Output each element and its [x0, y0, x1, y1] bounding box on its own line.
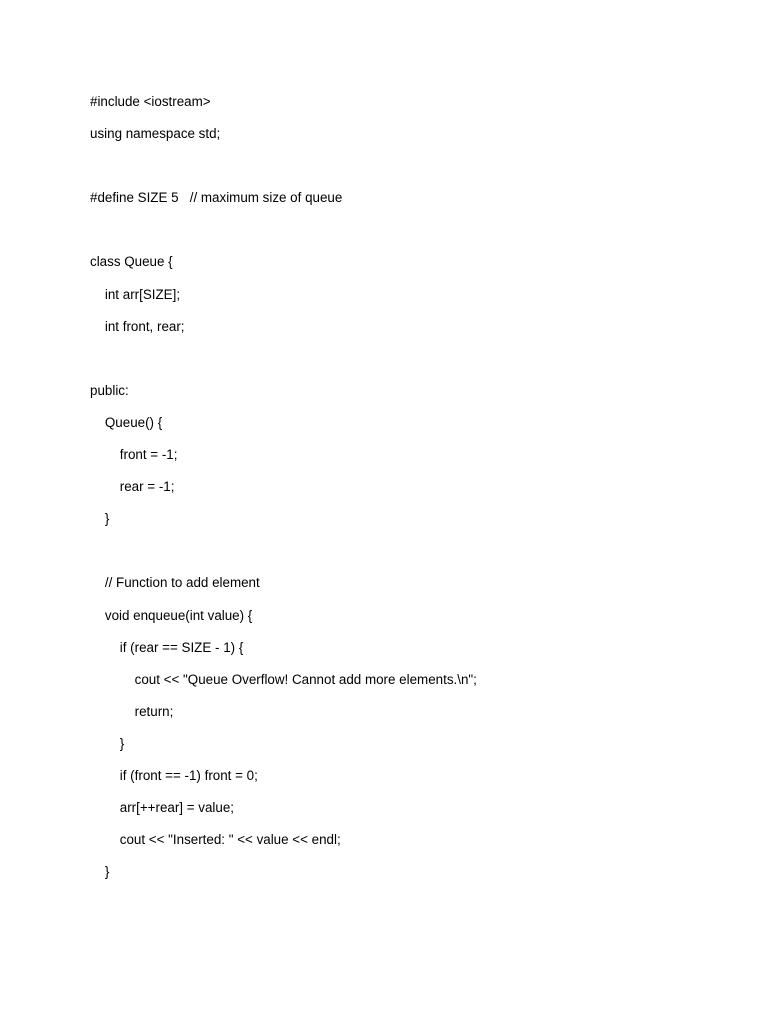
code-line — [90, 156, 477, 188]
code-line: cout << "Inserted: " << value << endl; — [90, 832, 341, 848]
code-line: class Queue { — [90, 254, 173, 270]
code-line: front = -1; — [90, 447, 178, 463]
code-line: if (front == -1) front = 0; — [90, 767, 258, 783]
code-line: using namespace std; — [90, 126, 221, 142]
code-line: } — [90, 864, 110, 880]
code-line: rear = -1; — [90, 479, 175, 495]
code-line: int arr[SIZE]; — [90, 286, 181, 302]
code-line: int front, rear; — [90, 318, 185, 334]
code-line: void enqueue(int value) { — [90, 607, 253, 623]
code-line: if (rear == SIZE - 1) { — [90, 639, 244, 655]
code-line: cout << "Queue Overflow! Cannot add more elements.\n"; — [90, 671, 477, 687]
code-line — [90, 541, 477, 573]
code-line: #define SIZE 5 // maximum size of queue — [90, 190, 343, 206]
code-line: #include <iostream> — [90, 94, 211, 109]
code-line: public: — [90, 382, 129, 398]
code-line: } — [90, 511, 110, 527]
code-listing — [90, 92, 477, 894]
code-line — [90, 220, 477, 252]
code-line: } — [90, 735, 125, 751]
code-line: Queue() { — [90, 414, 163, 430]
code-line — [90, 349, 477, 381]
code-line: return; — [90, 703, 174, 719]
code-line: // Function to add element — [90, 575, 260, 591]
code-line: arr[++rear] = value; — [90, 800, 235, 816]
